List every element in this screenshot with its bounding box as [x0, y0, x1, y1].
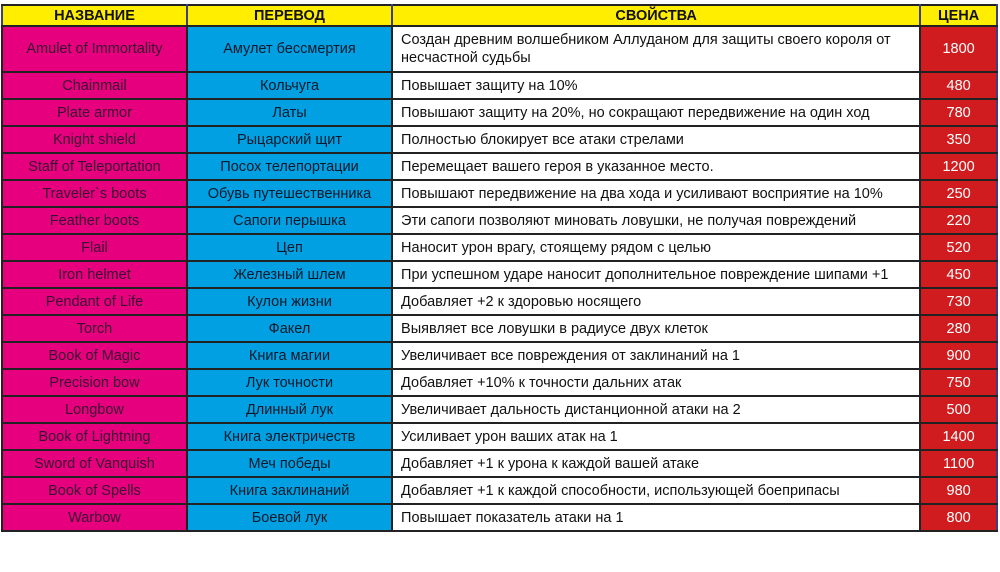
- item-name-cell: Warbow: [2, 504, 187, 531]
- item-translation-cell: Посох телепортации: [187, 153, 392, 180]
- item-price-cell: 1400: [920, 423, 997, 450]
- item-name-cell: Sword of Vanquish: [2, 450, 187, 477]
- item-price-cell: 1100: [920, 450, 997, 477]
- item-properties-cell: Повышают передвижение на два хода и усиливают восприятие на 10%: [392, 180, 920, 207]
- item-price-cell: 980: [920, 477, 997, 504]
- table-row: [2, 234, 997, 261]
- item-translation-cell: Книга электричеств: [187, 423, 392, 450]
- item-properties-cell: Эти сапоги позволяют миновать ловушки, не получая повреждений: [392, 207, 920, 234]
- table-row: [2, 153, 997, 180]
- header-row: [2, 5, 997, 26]
- item-price-cell: 780: [920, 99, 997, 126]
- table-row: [2, 99, 997, 126]
- table-row: [2, 369, 997, 396]
- item-properties-cell: Увеличивает все повреждения от заклинаний на 1: [392, 342, 920, 369]
- item-properties-cell: Полностью блокирует все атаки стрелами: [392, 126, 920, 153]
- table-row: [2, 477, 997, 504]
- item-name-cell: Longbow: [2, 396, 187, 423]
- item-price-cell: 1200: [920, 153, 997, 180]
- item-properties-cell: Увеличивает дальность дистанционной атаки на 2: [392, 396, 920, 423]
- item-properties-cell: Добавляет +10% к точности дальних атак: [392, 369, 920, 396]
- item-price-cell: 800: [920, 504, 997, 531]
- item-price-cell: 730: [920, 288, 997, 315]
- item-price-cell: 450: [920, 261, 997, 288]
- item-properties-cell: Повышают защиту на 20%, но сокращают передвижение на один ход: [392, 99, 920, 126]
- item-properties-cell: Повышает защиту на 10%: [392, 72, 920, 99]
- item-translation-cell: Железный шлем: [187, 261, 392, 288]
- item-price-cell: 480: [920, 72, 997, 99]
- item-price-cell: 220: [920, 207, 997, 234]
- item-translation-cell: Лук точности: [187, 369, 392, 396]
- item-name-cell: Pendant of Life: [2, 288, 187, 315]
- table-row: [2, 315, 997, 342]
- item-translation-cell: Книга магии: [187, 342, 392, 369]
- item-translation-cell: Обувь путешественника: [187, 180, 392, 207]
- item-properties-cell: При успешном ударе наносит дополнительное повреждение шипами +1: [392, 261, 920, 288]
- table-row: [2, 423, 997, 450]
- item-translation-cell: Факел: [187, 315, 392, 342]
- item-price-cell: 520: [920, 234, 997, 261]
- item-name-cell: Book of Lightning: [2, 423, 187, 450]
- item-properties-cell: Добавляет +1 к каждой способности, использующей боеприпасы: [392, 477, 920, 504]
- item-price-cell: 280: [920, 315, 997, 342]
- item-name-cell: Iron helmet: [2, 261, 187, 288]
- item-price-cell: 350: [920, 126, 997, 153]
- item-price-cell: 900: [920, 342, 997, 369]
- table-row: [2, 207, 997, 234]
- table-row: [2, 26, 997, 72]
- item-translation-cell: Длинный лук: [187, 396, 392, 423]
- item-properties-cell: Выявляет все ловушки в радиусе двух клеток: [392, 315, 920, 342]
- item-price-cell: 500: [920, 396, 997, 423]
- item-name-cell: Flail: [2, 234, 187, 261]
- item-price-cell: 750: [920, 369, 997, 396]
- item-name-cell: Knight shield: [2, 126, 187, 153]
- item-properties-cell: Наносит урон врагу, стоящему рядом с целью: [392, 234, 920, 261]
- item-translation-cell: Латы: [187, 99, 392, 126]
- item-translation-cell: Книга заклинаний: [187, 477, 392, 504]
- item-name-cell: Chainmail: [2, 72, 187, 99]
- item-properties-cell: Перемещает вашего героя в указанное место.: [392, 153, 920, 180]
- item-name-cell: Plate armor: [2, 99, 187, 126]
- table-row: [2, 504, 997, 531]
- item-translation-cell: Рыцарский щит: [187, 126, 392, 153]
- item-name-cell: Book of Spells: [2, 477, 187, 504]
- item-translation-cell: Кулон жизни: [187, 288, 392, 315]
- header-translation: ПЕРЕВОД: [187, 5, 392, 26]
- item-translation-cell: Кольчуга: [187, 72, 392, 99]
- item-name-cell: Amulet of Immortality: [2, 26, 187, 72]
- table-row: [2, 126, 997, 153]
- item-translation-cell: Цеп: [187, 234, 392, 261]
- item-properties-cell: Усиливает урон ваших атак на 1: [392, 423, 920, 450]
- item-translation-cell: Амулет бессмертия: [187, 26, 392, 72]
- item-name-cell: Book of Magic: [2, 342, 187, 369]
- item-translation-cell: Меч победы: [187, 450, 392, 477]
- item-name-cell: Feather boots: [2, 207, 187, 234]
- item-name-cell: Traveler`s boots: [2, 180, 187, 207]
- item-translation-cell: Боевой лук: [187, 504, 392, 531]
- item-name-cell: Torch: [2, 315, 187, 342]
- header-price: ЦЕНА: [920, 5, 997, 26]
- item-name-cell: Precision bow: [2, 369, 187, 396]
- item-properties-cell: Создан древним волшебником Аллуданом для защиты своего короля от несчастной судьбы: [392, 26, 920, 72]
- table-row: [2, 450, 997, 477]
- item-price-cell: 250: [920, 180, 997, 207]
- header-name: НАЗВАНИЕ: [2, 5, 187, 26]
- table-row: [2, 288, 997, 315]
- table-row: [2, 180, 997, 207]
- table-row: [2, 396, 997, 423]
- item-properties-cell: Добавляет +1 к урона к каждой вашей атаке: [392, 450, 920, 477]
- table-row: [2, 261, 997, 288]
- table-row: [2, 342, 997, 369]
- header-properties: СВОЙСТВА: [392, 5, 920, 26]
- table-row: [2, 72, 997, 99]
- item-properties-cell: Добавляет +2 к здоровью носящего: [392, 288, 920, 315]
- item-translation-cell: Сапоги перышка: [187, 207, 392, 234]
- item-properties-cell: Повышает показатель атаки на 1: [392, 504, 920, 531]
- item-name-cell: Staff of Teleportation: [2, 153, 187, 180]
- item-price-cell: 1800: [920, 26, 997, 72]
- items-table: [1, 4, 998, 532]
